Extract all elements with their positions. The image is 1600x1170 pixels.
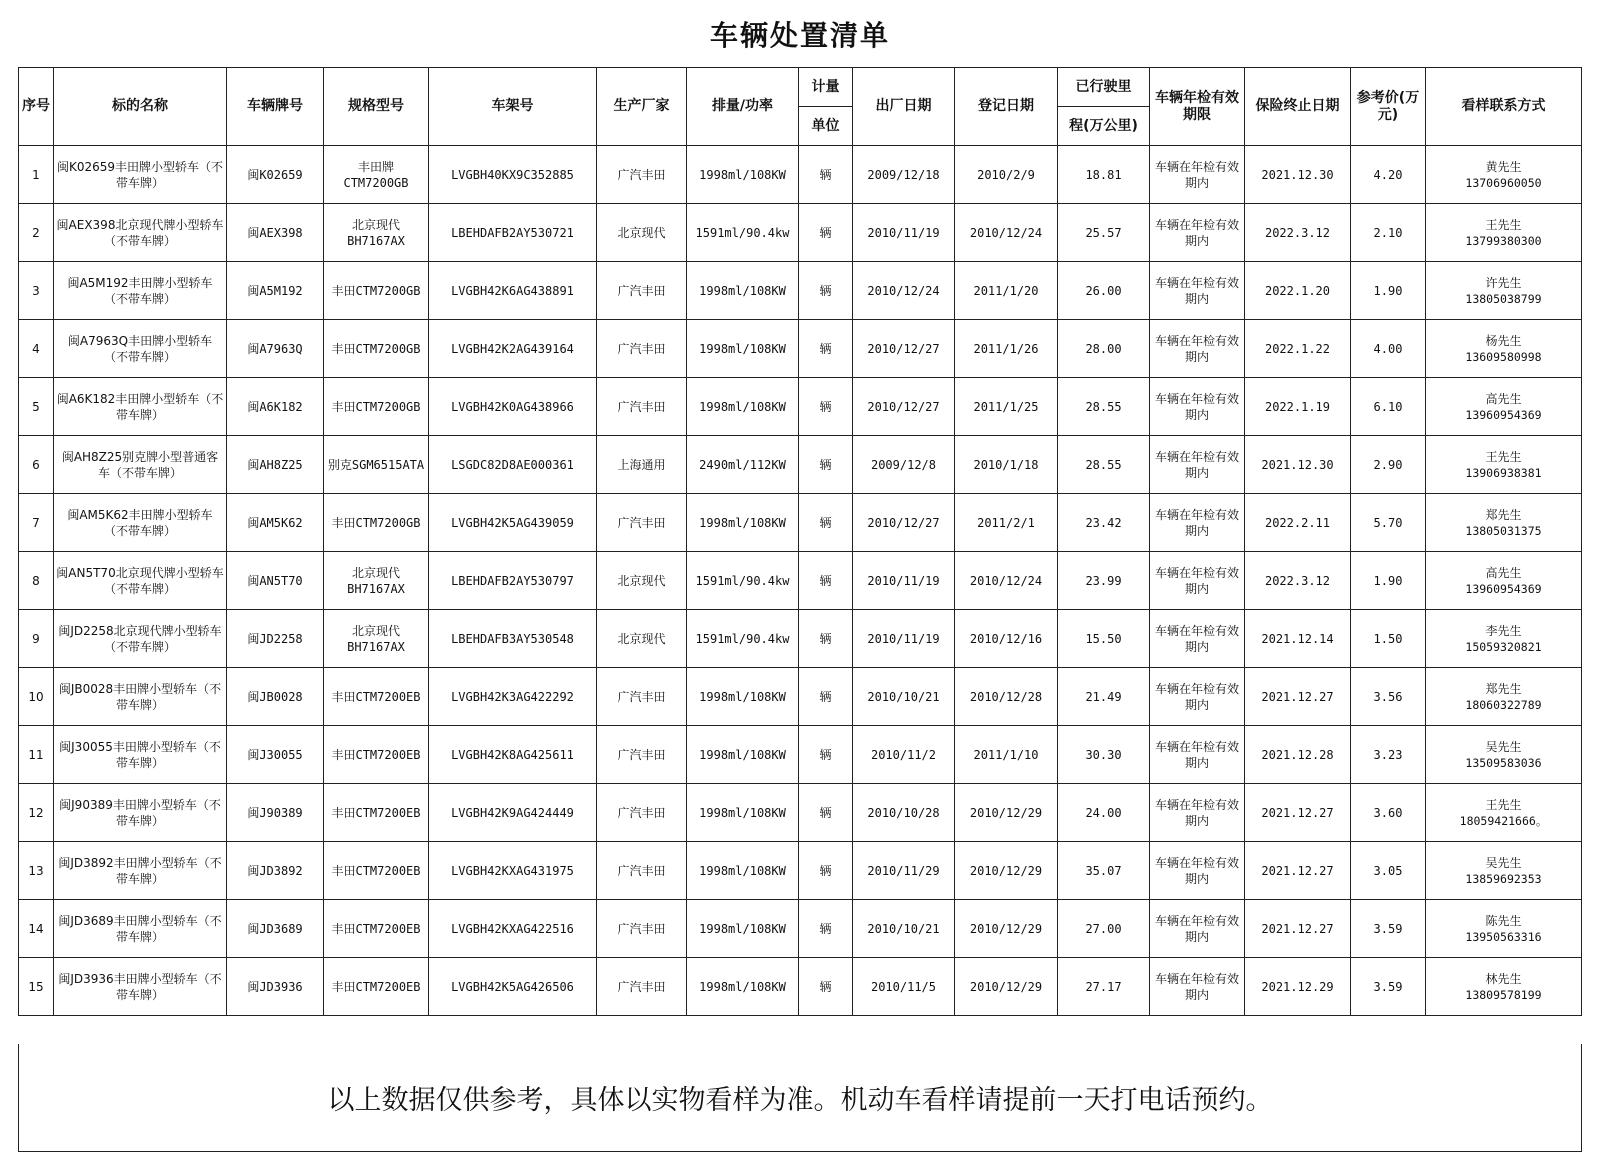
cell-seq: 2 [19, 204, 54, 262]
cell-contact [1426, 842, 1582, 900]
contact-name: 郑先生 [1485, 681, 1522, 696]
cell-unit: 辆 [799, 436, 853, 494]
cell-maker: 广汽丰田 [597, 494, 687, 552]
header-maker: 生产厂家 [597, 68, 687, 146]
cell-maker: 广汽丰田 [597, 668, 687, 726]
contact-phone: 13805038799 [1465, 291, 1542, 306]
cell-engine: 1998ml/108KW [687, 900, 799, 958]
cell-mileage: 15.50 [1058, 610, 1150, 668]
cell-unit: 辆 [799, 842, 853, 900]
cell-maker: 上海通用 [597, 436, 687, 494]
cell-price: 3.59 [1351, 900, 1426, 958]
cell-name: 闽AN5T70北京现代牌小型轿车（不带车牌） [54, 552, 227, 610]
cell-contact [1426, 552, 1582, 610]
cell-inspection: 车辆在年检有效期内 [1150, 842, 1245, 900]
contact-name: 黄先生 [1485, 159, 1522, 174]
contact-name: 高先生 [1485, 391, 1522, 406]
contact-phone: 13706960050 [1465, 175, 1542, 190]
header-row [19, 68, 1582, 107]
table-row [19, 784, 1582, 842]
cell-seq: 12 [19, 784, 54, 842]
contact-name: 王先生 [1485, 217, 1522, 232]
cell-maker: 北京现代 [597, 552, 687, 610]
header-mfg-date: 出厂日期 [853, 68, 955, 146]
cell-inspection: 车辆在年检有效期内 [1150, 204, 1245, 262]
cell-name: 闽A5M192丰田牌小型轿车（不带车牌） [54, 262, 227, 320]
table-body [19, 146, 1582, 1016]
table-row [19, 668, 1582, 726]
cell-reg-date: 2011/1/20 [955, 262, 1058, 320]
cell-maker: 广汽丰田 [597, 784, 687, 842]
table-row [19, 204, 1582, 262]
header-plate: 车辆牌号 [227, 68, 324, 146]
cell-seq: 3 [19, 262, 54, 320]
cell-mfg-date: 2009/12/18 [853, 146, 955, 204]
header-insurance: 保险终止日期 [1245, 68, 1351, 146]
cell-maker: 广汽丰田 [597, 726, 687, 784]
cell-reg-date: 2011/1/26 [955, 320, 1058, 378]
cell-seq: 8 [19, 552, 54, 610]
cell-mfg-date: 2010/10/28 [853, 784, 955, 842]
cell-seq: 7 [19, 494, 54, 552]
cell-plate: 闽A6K182 [227, 378, 324, 436]
cell-maker: 广汽丰田 [597, 900, 687, 958]
cell-seq: 10 [19, 668, 54, 726]
cell-mfg-date: 2010/12/27 [853, 494, 955, 552]
cell-insurance: 2021.12.27 [1245, 900, 1351, 958]
contact-phone: 13609580998 [1465, 349, 1542, 364]
cell-unit: 辆 [799, 552, 853, 610]
cell-maker: 广汽丰田 [597, 378, 687, 436]
contact-phone: 13960954369 [1465, 407, 1542, 422]
cell-model: 丰田CTM7200GB [324, 320, 429, 378]
cell-seq: 11 [19, 726, 54, 784]
cell-vin: LVGBH42K5AG439059 [429, 494, 597, 552]
cell-contact [1426, 668, 1582, 726]
header-inspection: 车辆年检有效期限 [1150, 68, 1245, 146]
cell-inspection: 车辆在年检有效期内 [1150, 262, 1245, 320]
cell-model: 丰田牌CTM7200GB [324, 146, 429, 204]
contact-phone: 13809578199 [1465, 987, 1542, 1002]
cell-reg-date: 2010/12/28 [955, 668, 1058, 726]
cell-mileage: 24.00 [1058, 784, 1150, 842]
cell-insurance: 2021.12.30 [1245, 436, 1351, 494]
cell-mileage: 35.07 [1058, 842, 1150, 900]
cell-mileage: 18.81 [1058, 146, 1150, 204]
cell-engine: 1998ml/108KW [687, 842, 799, 900]
contact-phone: 13906938381 [1465, 465, 1542, 480]
cell-mileage: 23.42 [1058, 494, 1150, 552]
cell-vin: LVGBH42KXAG422516 [429, 900, 597, 958]
cell-vin: LVGBH42K5AG426506 [429, 958, 597, 1016]
cell-model: 北京现代 BH7167AX [324, 610, 429, 668]
cell-inspection: 车辆在年检有效期内 [1150, 494, 1245, 552]
cell-vin: LVGBH42K9AG424449 [429, 784, 597, 842]
cell-reg-date: 2010/12/29 [955, 900, 1058, 958]
cell-model: 丰田CTM7200EB [324, 784, 429, 842]
cell-vin: LSGDC82D8AE000361 [429, 436, 597, 494]
cell-unit: 辆 [799, 958, 853, 1016]
cell-maker: 北京现代 [597, 610, 687, 668]
cell-mileage: 28.00 [1058, 320, 1150, 378]
cell-price: 2.10 [1351, 204, 1426, 262]
cell-inspection: 车辆在年检有效期内 [1150, 784, 1245, 842]
footer-note [18, 1044, 1582, 1152]
cell-engine: 1998ml/108KW [687, 320, 799, 378]
table-row [19, 552, 1582, 610]
cell-unit: 辆 [799, 204, 853, 262]
cell-maker: 广汽丰田 [597, 146, 687, 204]
cell-insurance: 2022.3.12 [1245, 204, 1351, 262]
contact-phone: 13509583036 [1465, 755, 1542, 770]
cell-unit: 辆 [799, 900, 853, 958]
cell-plate: 闽AM5K62 [227, 494, 324, 552]
cell-plate: 闽AH8Z25 [227, 436, 324, 494]
table-row [19, 436, 1582, 494]
cell-seq: 13 [19, 842, 54, 900]
cell-engine: 1591ml/90.4kw [687, 552, 799, 610]
cell-contact [1426, 146, 1582, 204]
cell-seq: 4 [19, 320, 54, 378]
cell-maker: 北京现代 [597, 204, 687, 262]
cell-seq: 15 [19, 958, 54, 1016]
cell-price: 3.60 [1351, 784, 1426, 842]
cell-unit: 辆 [799, 726, 853, 784]
cell-mfg-date: 2010/11/19 [853, 610, 955, 668]
cell-insurance: 2021.12.14 [1245, 610, 1351, 668]
cell-model: 别克SGM6515ATA [324, 436, 429, 494]
cell-contact [1426, 378, 1582, 436]
cell-plate: 闽JD3936 [227, 958, 324, 1016]
cell-vin: LVGBH42KXAG431975 [429, 842, 597, 900]
cell-mileage: 25.57 [1058, 204, 1150, 262]
cell-name: 闽AH8Z25别克牌小型普通客车（不带车牌） [54, 436, 227, 494]
cell-reg-date: 2011/1/10 [955, 726, 1058, 784]
cell-engine: 1998ml/108KW [687, 378, 799, 436]
cell-model: 丰田CTM7200EB [324, 842, 429, 900]
cell-model: 丰田CTM7200EB [324, 900, 429, 958]
contact-name: 吴先生 [1485, 739, 1522, 754]
header-model: 规格型号 [324, 68, 429, 146]
contact-phone: 13805031375 [1465, 523, 1542, 538]
cell-plate: 闽J30055 [227, 726, 324, 784]
table-row [19, 320, 1582, 378]
contact-name: 许先生 [1485, 275, 1522, 290]
cell-unit: 辆 [799, 262, 853, 320]
contact-name: 林先生 [1485, 971, 1522, 986]
cell-insurance: 2022.1.19 [1245, 378, 1351, 436]
cell-contact [1426, 726, 1582, 784]
cell-inspection: 车辆在年检有效期内 [1150, 378, 1245, 436]
cell-plate: 闽JB0028 [227, 668, 324, 726]
cell-name: 闽J90389丰田牌小型轿车（不带车牌） [54, 784, 227, 842]
cell-plate: 闽A5M192 [227, 262, 324, 320]
contact-phone: 18060322789 [1465, 697, 1542, 712]
contact-phone: 18059421666。 [1459, 813, 1548, 828]
cell-model: 北京现代 BH7167AX [324, 204, 429, 262]
cell-plate: 闽J90389 [227, 784, 324, 842]
cell-model: 丰田CTM7200GB [324, 378, 429, 436]
cell-engine: 1998ml/108KW [687, 958, 799, 1016]
header-unit-bottom: 单位 [799, 107, 853, 146]
cell-reg-date: 2010/12/29 [955, 784, 1058, 842]
cell-engine: 1998ml/108KW [687, 668, 799, 726]
table-row [19, 378, 1582, 436]
cell-vin: LBEHDAFB2AY530721 [429, 204, 597, 262]
cell-model: 丰田CTM7200GB [324, 262, 429, 320]
cell-insurance: 2022.3.12 [1245, 552, 1351, 610]
header-mileage-bottom: 程(万公里) [1058, 107, 1150, 146]
cell-vin: LVGBH42K3AG422292 [429, 668, 597, 726]
cell-name: 闽AM5K62丰田牌小型轿车（不带车牌） [54, 494, 227, 552]
cell-mileage: 27.17 [1058, 958, 1150, 1016]
cell-name: 闽JD3689丰田牌小型轿车（不带车牌） [54, 900, 227, 958]
header-unit-top: 计量 [799, 68, 853, 107]
cell-mfg-date: 2010/12/27 [853, 378, 955, 436]
cell-inspection: 车辆在年检有效期内 [1150, 436, 1245, 494]
header-contact: 看样联系方式 [1426, 68, 1582, 146]
table-row [19, 726, 1582, 784]
table-row [19, 900, 1582, 958]
contact-name: 王先生 [1485, 449, 1522, 464]
cell-inspection: 车辆在年检有效期内 [1150, 552, 1245, 610]
cell-reg-date: 2010/12/29 [955, 958, 1058, 1016]
cell-plate: 闽JD3892 [227, 842, 324, 900]
vehicle-table [18, 67, 1582, 1016]
table-row [19, 958, 1582, 1016]
cell-mfg-date: 2009/12/8 [853, 436, 955, 494]
cell-mileage: 27.00 [1058, 900, 1150, 958]
contact-name: 郑先生 [1485, 507, 1522, 522]
cell-insurance: 2022.2.11 [1245, 494, 1351, 552]
cell-insurance: 2021.12.27 [1245, 668, 1351, 726]
cell-mfg-date: 2010/10/21 [853, 900, 955, 958]
cell-plate: 闽A7963Q [227, 320, 324, 378]
cell-seq: 9 [19, 610, 54, 668]
header-seq: 序号 [19, 68, 54, 146]
cell-price: 4.20 [1351, 146, 1426, 204]
header-vin: 车架号 [429, 68, 597, 146]
cell-insurance: 2021.12.28 [1245, 726, 1351, 784]
header-reg-date: 登记日期 [955, 68, 1058, 146]
cell-contact [1426, 958, 1582, 1016]
cell-seq: 5 [19, 378, 54, 436]
cell-contact [1426, 262, 1582, 320]
cell-plate: 闽AN5T70 [227, 552, 324, 610]
cell-seq: 6 [19, 436, 54, 494]
cell-plate: 闽K02659 [227, 146, 324, 204]
cell-contact [1426, 900, 1582, 958]
cell-mfg-date: 2010/11/2 [853, 726, 955, 784]
cell-seq: 1 [19, 146, 54, 204]
cell-mileage: 28.55 [1058, 436, 1150, 494]
cell-mileage: 28.55 [1058, 378, 1150, 436]
cell-mfg-date: 2010/10/21 [853, 668, 955, 726]
cell-insurance: 2022.1.20 [1245, 262, 1351, 320]
cell-name: 闽AEX398北京现代牌小型轿车（不带车牌） [54, 204, 227, 262]
cell-reg-date: 2011/1/25 [955, 378, 1058, 436]
cell-vin: LVGBH42K8AG425611 [429, 726, 597, 784]
contact-phone: 13859692353 [1465, 871, 1542, 886]
cell-vin: LVGBH40KX9C352885 [429, 146, 597, 204]
cell-name: 闽JD3936丰田牌小型轿车（不带车牌） [54, 958, 227, 1016]
footer-note-text: 以上数据仅供参考，具体以实物看样为准。机动车看样请提前一天打电话预约。 [327, 1085, 1273, 1116]
contact-phone: 13950563316 [1465, 929, 1542, 944]
cell-engine: 1591ml/90.4kw [687, 204, 799, 262]
cell-reg-date: 2010/2/9 [955, 146, 1058, 204]
cell-reg-date: 2010/12/24 [955, 552, 1058, 610]
table-row [19, 842, 1582, 900]
cell-inspection: 车辆在年检有效期内 [1150, 900, 1245, 958]
cell-name: 闽JD3892丰田牌小型轿车（不带车牌） [54, 842, 227, 900]
cell-vin: LVGBH42K2AG439164 [429, 320, 597, 378]
cell-price: 5.70 [1351, 494, 1426, 552]
cell-mileage: 23.99 [1058, 552, 1150, 610]
cell-inspection: 车辆在年检有效期内 [1150, 726, 1245, 784]
cell-insurance: 2021.12.27 [1245, 842, 1351, 900]
cell-engine: 1998ml/108KW [687, 146, 799, 204]
cell-inspection: 车辆在年检有效期内 [1150, 320, 1245, 378]
cell-unit: 辆 [799, 320, 853, 378]
cell-insurance: 2022.1.22 [1245, 320, 1351, 378]
cell-mileage: 30.30 [1058, 726, 1150, 784]
cell-model: 丰田CTM7200GB [324, 494, 429, 552]
cell-vin: LBEHDAFB3AY530548 [429, 610, 597, 668]
cell-unit: 辆 [799, 378, 853, 436]
cell-price: 1.90 [1351, 262, 1426, 320]
cell-reg-date: 2010/1/18 [955, 436, 1058, 494]
cell-mfg-date: 2010/12/27 [853, 320, 955, 378]
table-row [19, 494, 1582, 552]
cell-mfg-date: 2010/11/19 [853, 204, 955, 262]
cell-model: 丰田CTM7200EB [324, 668, 429, 726]
cell-engine: 1998ml/108KW [687, 262, 799, 320]
cell-engine: 1998ml/108KW [687, 726, 799, 784]
contact-name: 吴先生 [1485, 855, 1522, 870]
contact-name: 杨先生 [1485, 333, 1522, 348]
cell-unit: 辆 [799, 494, 853, 552]
cell-model: 北京现代 BH7167AX [324, 552, 429, 610]
cell-contact [1426, 320, 1582, 378]
cell-plate: 闽JD2258 [227, 610, 324, 668]
cell-reg-date: 2011/2/1 [955, 494, 1058, 552]
cell-maker: 广汽丰田 [597, 958, 687, 1016]
cell-price: 4.00 [1351, 320, 1426, 378]
cell-inspection: 车辆在年检有效期内 [1150, 146, 1245, 204]
cell-mfg-date: 2010/11/5 [853, 958, 955, 1016]
cell-engine: 1591ml/90.4kw [687, 610, 799, 668]
cell-maker: 广汽丰田 [597, 842, 687, 900]
cell-unit: 辆 [799, 668, 853, 726]
cell-name: 闽JD2258北京现代牌小型轿车（不带车牌） [54, 610, 227, 668]
cell-insurance: 2021.12.29 [1245, 958, 1351, 1016]
cell-mfg-date: 2010/12/24 [853, 262, 955, 320]
cell-vin: LVGBH42K6AG438891 [429, 262, 597, 320]
cell-vin: LVGBH42K0AG438966 [429, 378, 597, 436]
header-mileage-top: 已行驶里 [1058, 68, 1150, 107]
contact-phone: 13960954369 [1465, 581, 1542, 596]
cell-engine: 1998ml/108KW [687, 494, 799, 552]
cell-price: 1.90 [1351, 552, 1426, 610]
cell-plate: 闽JD3689 [227, 900, 324, 958]
cell-vin: LBEHDAFB2AY530797 [429, 552, 597, 610]
cell-contact [1426, 784, 1582, 842]
contact-name: 李先生 [1485, 623, 1522, 638]
cell-insurance: 2021.12.30 [1245, 146, 1351, 204]
cell-maker: 广汽丰田 [597, 320, 687, 378]
cell-contact [1426, 204, 1582, 262]
contact-name: 王先生 [1485, 797, 1522, 812]
contact-name: 高先生 [1485, 565, 1522, 580]
cell-price: 3.23 [1351, 726, 1426, 784]
cell-inspection: 车辆在年检有效期内 [1150, 668, 1245, 726]
cell-model: 丰田CTM7200EB [324, 958, 429, 1016]
cell-inspection: 车辆在年检有效期内 [1150, 610, 1245, 668]
cell-reg-date: 2010/12/24 [955, 204, 1058, 262]
cell-mileage: 26.00 [1058, 262, 1150, 320]
cell-contact [1426, 610, 1582, 668]
cell-unit: 辆 [799, 146, 853, 204]
cell-price: 3.59 [1351, 958, 1426, 1016]
header-name: 标的名称 [54, 68, 227, 146]
cell-inspection: 车辆在年检有效期内 [1150, 958, 1245, 1016]
cell-price: 3.05 [1351, 842, 1426, 900]
cell-name: 闽A6K182丰田牌小型轿车（不带车牌） [54, 378, 227, 436]
contact-name: 陈先生 [1485, 913, 1522, 928]
cell-mileage: 21.49 [1058, 668, 1150, 726]
cell-price: 3.56 [1351, 668, 1426, 726]
cell-reg-date: 2010/12/29 [955, 842, 1058, 900]
cell-mfg-date: 2010/11/19 [853, 552, 955, 610]
cell-contact [1426, 494, 1582, 552]
cell-unit: 辆 [799, 784, 853, 842]
cell-price: 1.50 [1351, 610, 1426, 668]
cell-engine: 1998ml/108KW [687, 784, 799, 842]
table-row [19, 146, 1582, 204]
cell-price: 2.90 [1351, 436, 1426, 494]
cell-name: 闽A7963Q丰田牌小型轿车（不带车牌） [54, 320, 227, 378]
cell-insurance: 2021.12.27 [1245, 784, 1351, 842]
cell-name: 闽J30055丰田牌小型轿车（不带车牌） [54, 726, 227, 784]
contact-phone: 15059320821 [1465, 639, 1542, 654]
cell-model: 丰田CTM7200EB [324, 726, 429, 784]
page-title: 车辆处置清单 [709, 19, 890, 52]
cell-plate: 闽AEX398 [227, 204, 324, 262]
cell-seq: 14 [19, 900, 54, 958]
cell-name: 闽K02659丰田牌小型轿车（不带车牌） [54, 146, 227, 204]
cell-mfg-date: 2010/11/29 [853, 842, 955, 900]
cell-engine: 2490ml/112KW [687, 436, 799, 494]
cell-maker: 广汽丰田 [597, 262, 687, 320]
cell-name: 闽JB0028丰田牌小型轿车（不带车牌） [54, 668, 227, 726]
header-price: 参考价(万元) [1351, 68, 1426, 146]
contact-phone: 13799380300 [1465, 233, 1542, 248]
cell-unit: 辆 [799, 610, 853, 668]
cell-reg-date: 2010/12/16 [955, 610, 1058, 668]
table-row [19, 610, 1582, 668]
header-engine: 排量/功率 [687, 68, 799, 146]
cell-contact [1426, 436, 1582, 494]
cell-price: 6.10 [1351, 378, 1426, 436]
table-row [19, 262, 1582, 320]
